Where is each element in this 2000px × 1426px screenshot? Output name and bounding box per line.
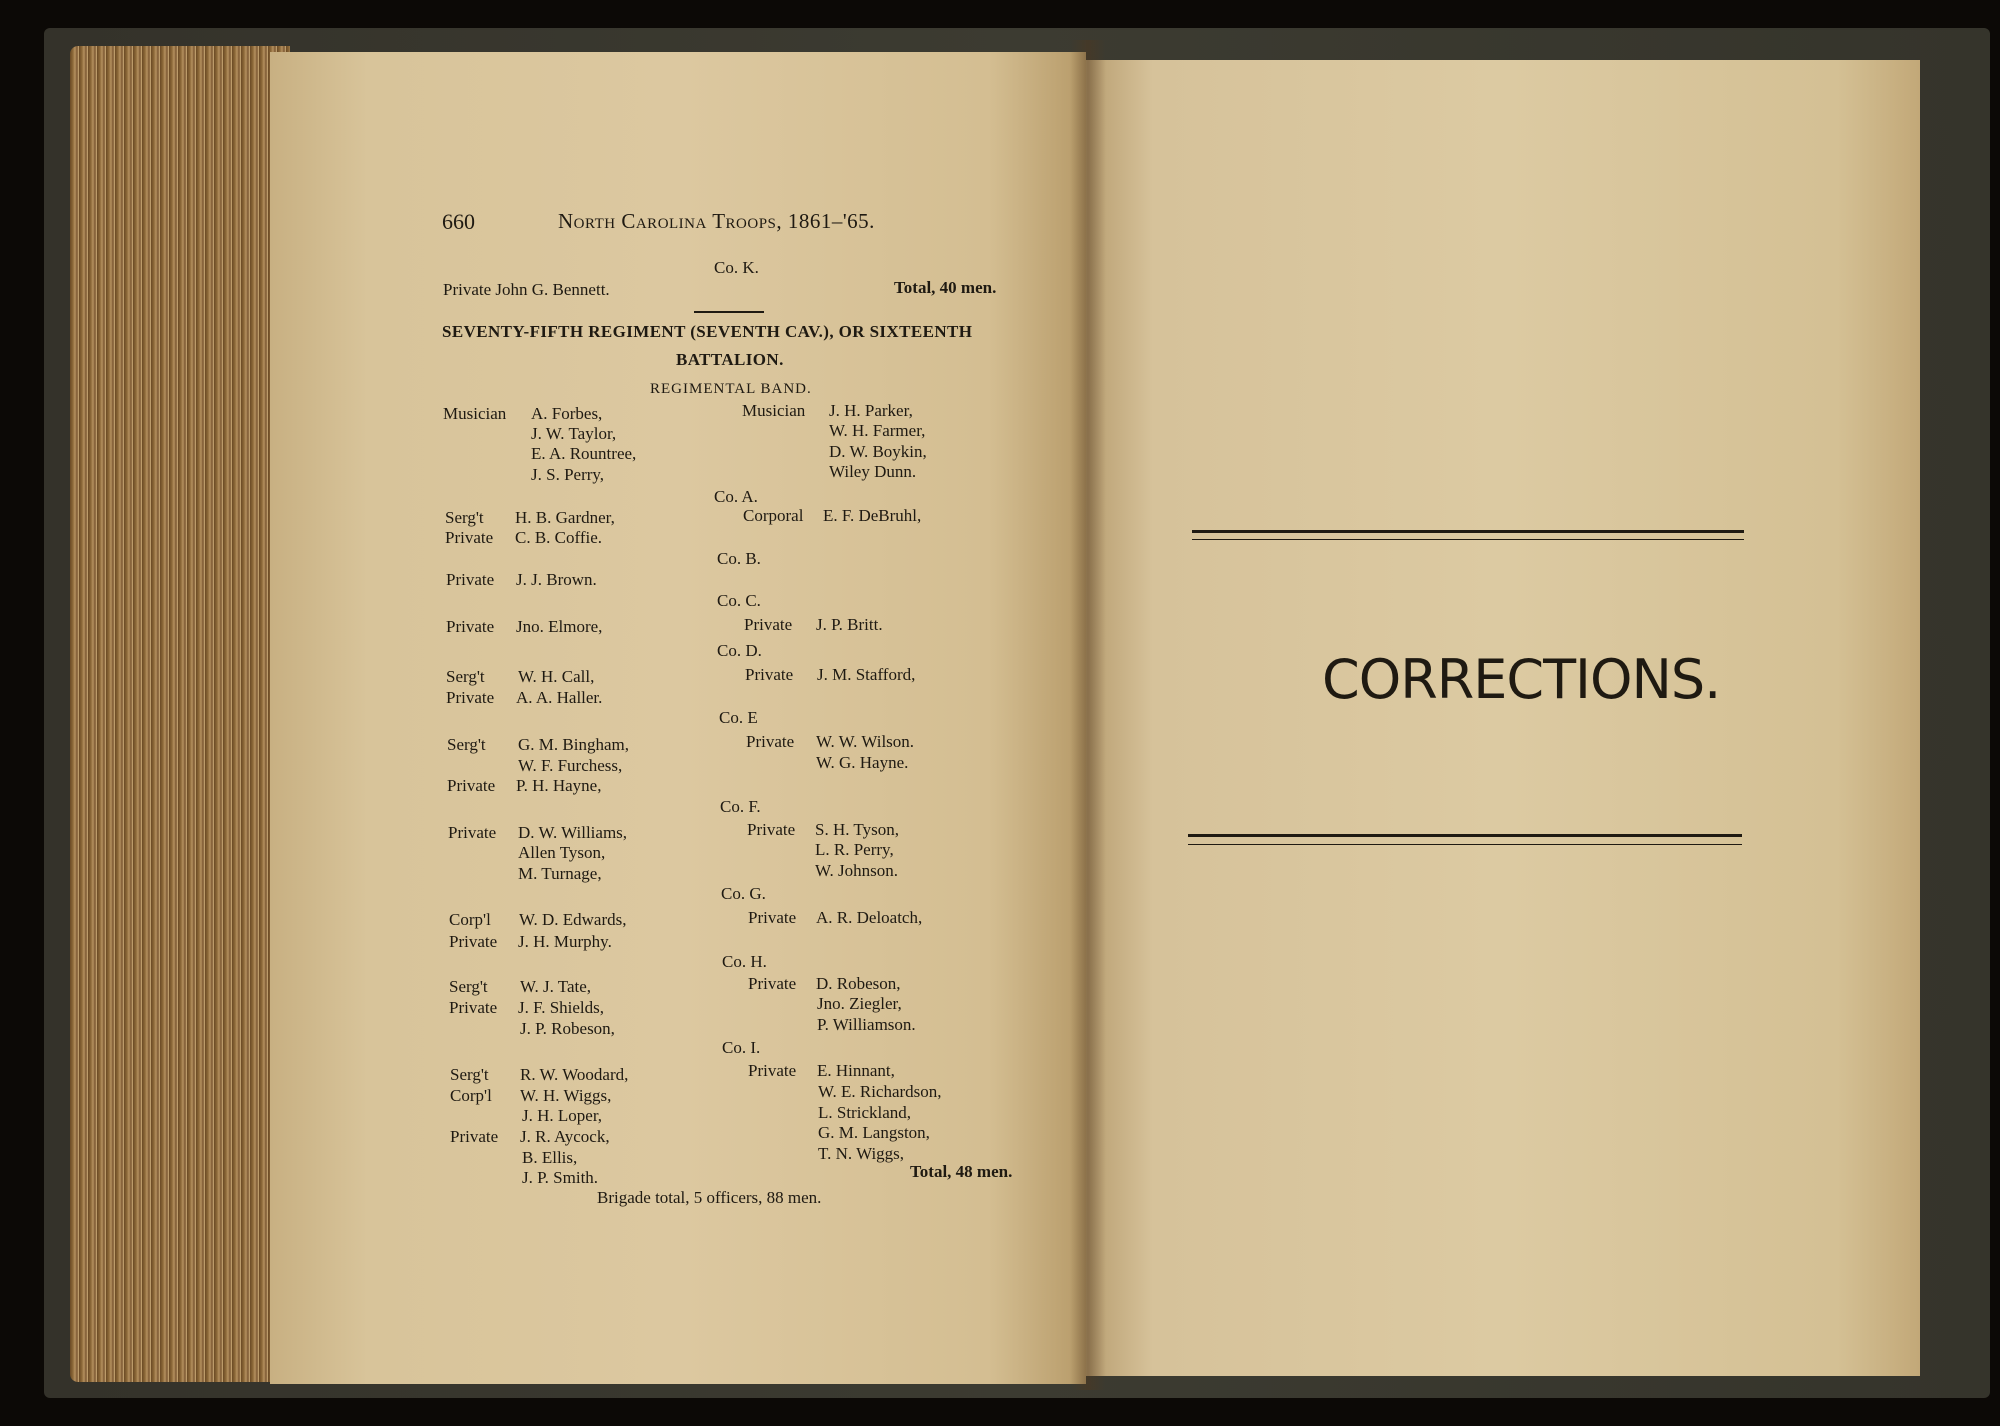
- roster-name: W. F. Furchess,: [518, 756, 623, 775]
- roster-name: Wiley Dunn.: [829, 462, 917, 481]
- roster-name: R. W. Woodard,: [520, 1065, 629, 1084]
- brigade-total: Brigade total, 5 officers, 88 men.: [597, 1188, 822, 1207]
- double-rule-top-thick: [1192, 530, 1744, 533]
- roster-rank: Private: [748, 1061, 797, 1080]
- roster-name: W. H. Call,: [518, 667, 595, 686]
- corrections-heading: CORRECTIONS.: [1322, 648, 1721, 711]
- roster-name: W. W. Wilson.: [816, 732, 915, 751]
- roster-rank: Private: [447, 776, 496, 795]
- double-rule-top-thin: [1192, 539, 1744, 540]
- roster-name: A. A. Haller.: [516, 688, 603, 707]
- roster-name: W. E. Richardson,: [818, 1082, 942, 1101]
- roster-name: L. R. Perry,: [815, 840, 894, 859]
- roster-name: A. R. Deloatch,: [816, 908, 923, 927]
- double-rule-bottom-thin: [1188, 844, 1742, 845]
- roster-name: C. B. Coffie.: [515, 528, 603, 547]
- company-heading: Co. D.: [717, 641, 762, 660]
- roster-rank: Serg't: [446, 667, 485, 686]
- co-i-total: Total, 48 men.: [910, 1162, 1013, 1181]
- roster-rank: Corp'l: [449, 910, 491, 929]
- roster-name: W. H. Wiggs,: [520, 1086, 612, 1105]
- company-heading: Co. A.: [714, 487, 758, 506]
- co-k-total: Total, 40 men.: [894, 278, 997, 297]
- roster-rank: Serg't: [447, 735, 486, 754]
- roster-name: W. Johnson.: [815, 861, 898, 880]
- roster-name: J. H. Parker,: [829, 401, 913, 420]
- roster-name: Jno. Elmore,: [516, 617, 603, 636]
- co-k-entry: Private John G. Bennett.: [443, 280, 610, 299]
- roster-name: J. F. Shields,: [518, 998, 605, 1017]
- roster-name: J. P. Robeson,: [520, 1019, 615, 1038]
- roster-rank: Private: [748, 974, 797, 993]
- roster-rank: Private: [446, 617, 495, 636]
- roster-name: D. W. Boykin,: [829, 442, 927, 461]
- roster-name: A. Forbes,: [531, 404, 603, 423]
- roster-name: D. Robeson,: [816, 974, 901, 993]
- roster-name: J. H. Murphy.: [518, 932, 612, 951]
- roster-rank: Serg't: [450, 1065, 489, 1084]
- roster-name: S. H. Tyson,: [815, 820, 899, 839]
- roster-name: G. M. Bingham,: [518, 735, 629, 754]
- roster-rank: Private: [745, 665, 794, 684]
- co-k-heading: Co. K.: [714, 258, 759, 277]
- company-heading: Co. C.: [717, 591, 761, 610]
- roster-name: W. G. Hayne.: [816, 753, 909, 772]
- roster-name: M. Turnage,: [518, 864, 602, 883]
- roster-name: T. N. Wiggs,: [818, 1144, 905, 1163]
- roster-name: H. B. Gardner,: [515, 508, 615, 527]
- page-number: 660: [442, 209, 475, 234]
- page-block-edge: [70, 46, 290, 1382]
- roster-rank: Corp'l: [450, 1086, 492, 1105]
- roster-rank: Private: [746, 732, 795, 751]
- roster-name: P. Williamson.: [817, 1015, 916, 1034]
- roster-rank: Corporal: [743, 506, 804, 525]
- company-heading: Co. E: [719, 708, 758, 727]
- roster-name: Jno. Ziegler,: [817, 994, 902, 1013]
- roster-name: J. S. Perry,: [531, 465, 605, 484]
- company-heading: Co. B.: [717, 549, 761, 568]
- right-page: [1086, 60, 1920, 1376]
- roster-rank: Private: [747, 820, 796, 839]
- roster-rank: Private: [445, 528, 494, 547]
- roster-rank: Serg't: [445, 508, 484, 527]
- roster-rank: Private: [450, 1127, 499, 1146]
- roster-name: E. F. DeBruhl,: [823, 506, 922, 525]
- roster-name: P. H. Hayne,: [516, 776, 602, 795]
- roster-rank: Serg't: [449, 977, 488, 996]
- roster-name: L. Strickland,: [818, 1103, 912, 1122]
- roster-rank: Private: [446, 570, 495, 589]
- roster-name: Allen Tyson,: [518, 843, 606, 862]
- roster-name: J. M. Stafford,: [817, 665, 916, 684]
- company-heading: Co. H.: [722, 952, 767, 971]
- regiment-title-line2: BATTALION.: [676, 350, 784, 369]
- double-rule-bottom-thick: [1188, 834, 1742, 837]
- roster-name: W. H. Farmer,: [829, 421, 926, 440]
- roster-rank: Private: [748, 908, 797, 927]
- roster-name: J. P. Smith.: [522, 1168, 599, 1187]
- roster-name: B. Ellis,: [522, 1148, 578, 1167]
- roster-rank: Private: [448, 823, 497, 842]
- running-title: North Carolina Troops, 1861–'65.: [558, 209, 875, 233]
- company-heading: Co. F.: [720, 797, 761, 816]
- roster-name: E. Hinnant,: [817, 1061, 895, 1080]
- left-page: [270, 52, 1086, 1384]
- roster-name: W. D. Edwards,: [519, 910, 627, 929]
- company-heading: Co. G.: [721, 884, 766, 903]
- roster-name: W. J. Tate,: [520, 977, 592, 996]
- roster-name: G. M. Langston,: [818, 1123, 930, 1142]
- roster-rank: Private: [449, 998, 498, 1017]
- roster-rank: Private: [744, 615, 793, 634]
- roster-rank: Musician: [742, 401, 806, 420]
- roster-name: E. A. Rountree,: [531, 444, 637, 463]
- company-heading: Co. I.: [722, 1038, 761, 1057]
- roster-name: J. R. Aycock,: [520, 1127, 610, 1146]
- roster-rank: Private: [449, 932, 498, 951]
- roster-rank: Musician: [443, 404, 507, 423]
- regiment-title-line1: SEVENTY-FIFTH REGIMENT (SEVENTH CAV.), OR SIXTEENTH: [442, 322, 973, 341]
- roster-rank: Private: [446, 688, 495, 707]
- band-heading: REGIMENTAL BAND.: [650, 381, 812, 397]
- book-gutter: [1070, 40, 1106, 1390]
- roster-name: D. W. Williams,: [518, 823, 628, 842]
- roster-name: J. P. Britt.: [816, 615, 883, 634]
- roster-name: J. J. Brown.: [516, 570, 597, 589]
- roster-name: J. W. Taylor,: [531, 424, 617, 443]
- section-divider: [694, 311, 764, 313]
- roster-name: J. H. Loper,: [522, 1106, 603, 1125]
